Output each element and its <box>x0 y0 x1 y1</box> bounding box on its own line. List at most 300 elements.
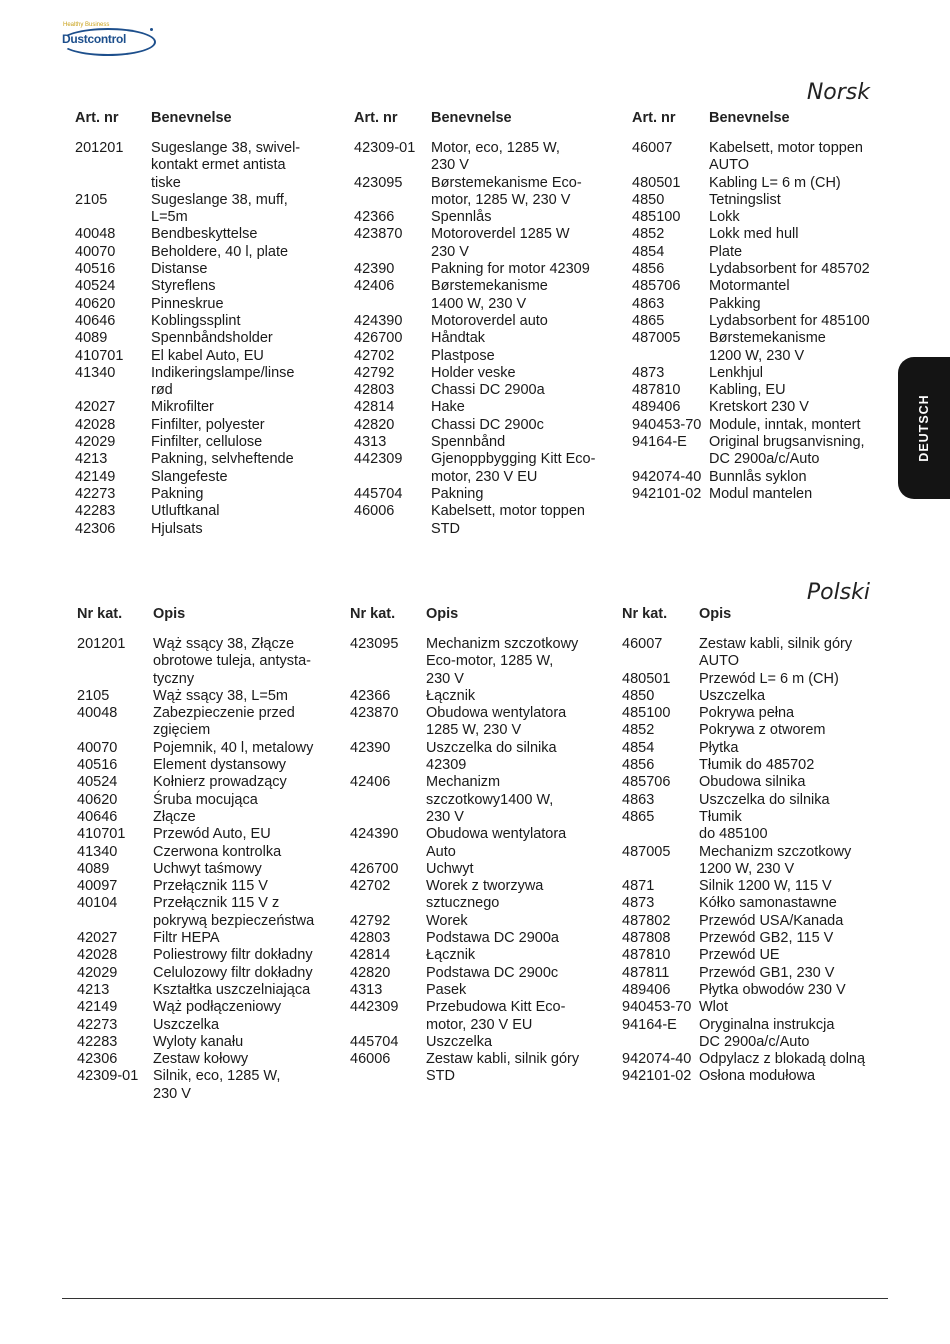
part-row <box>354 417 619 434</box>
part-row <box>632 365 897 382</box>
part-number: 42309-01 <box>77 1068 139 1085</box>
footer-divider <box>62 1298 888 1299</box>
column-header <box>632 110 897 140</box>
part-number: 487005 <box>622 843 671 860</box>
part-number: 42792 <box>350 912 391 929</box>
part-number-header: Art. nr <box>632 110 676 126</box>
part-number: 40048 <box>75 226 116 243</box>
part-number: 94164-E <box>632 434 687 451</box>
part-row <box>75 486 340 503</box>
part-row <box>75 417 340 434</box>
part-row <box>77 688 342 705</box>
part-row <box>622 913 887 930</box>
part-description: Podstawa DC 2900a <box>426 930 559 947</box>
part-row <box>354 330 619 347</box>
part-description: Zestaw kabli, silnik góry AUTO <box>699 636 853 670</box>
part-description: Zestaw kabli, silnik góry STD <box>426 1051 580 1085</box>
part-number-header: Nr kat. <box>622 606 668 622</box>
part-description: Finfilter, polyester <box>151 416 265 433</box>
part-description: Przewód Auto, EU <box>153 826 271 843</box>
part-number: 480501 <box>622 670 671 687</box>
part-description: Pakning, selvheftende <box>151 451 294 468</box>
part-number: 40646 <box>77 808 118 825</box>
part-description: Obudowa wentylatora 1285 W, 230 V <box>426 705 567 739</box>
part-number: 94164-E <box>622 1016 677 1033</box>
part-number: 42366 <box>350 687 391 704</box>
part-number: 423870 <box>350 705 399 722</box>
part-row <box>75 469 340 486</box>
part-description: Gjenoppbygging Kitt Eco- motor, 230 V EU <box>431 451 596 485</box>
part-row <box>632 226 897 243</box>
part-row <box>632 434 897 469</box>
part-description: Motor, eco, 1285 W, 230 V <box>431 140 560 174</box>
part-description: Slangefeste <box>151 468 228 485</box>
part-number: 2105 <box>75 191 108 208</box>
part-description: Beholdere, 40 l, plate <box>151 243 289 260</box>
part-description: Zestaw kołowy <box>153 1051 249 1068</box>
column-header <box>75 110 340 140</box>
part-number: 4863 <box>622 791 655 808</box>
part-number: 940453-70 <box>622 999 692 1016</box>
part-number: 40104 <box>77 895 118 912</box>
part-row <box>622 757 887 774</box>
part-number: 201201 <box>77 636 126 652</box>
part-description: Motoroverdel auto <box>431 312 548 329</box>
part-description: Hake <box>431 399 465 416</box>
part-row <box>622 671 887 688</box>
part-number: 40620 <box>77 791 118 808</box>
part-description: Łącznik <box>426 947 476 964</box>
part-description: Obudowa wentylatora Auto <box>426 826 567 860</box>
description-header: Benevnelse <box>709 110 790 126</box>
part-description: Lokk <box>709 209 740 226</box>
logo-name: Dustcontrol <box>62 32 127 46</box>
part-number: 4313 <box>350 981 383 998</box>
parts-column-2 <box>350 606 615 1086</box>
part-description: Przebudowa Kitt Eco- motor, 230 V EU <box>426 999 566 1033</box>
part-number: 4854 <box>632 243 665 260</box>
part-number: 42366 <box>354 209 395 226</box>
part-number: 426700 <box>350 860 399 877</box>
part-number: 4089 <box>75 330 108 347</box>
part-description: Oryginalna instrukcja DC 2900a/c/Auto <box>699 1016 835 1050</box>
part-description: Przewód UE <box>699 947 780 964</box>
part-number: 485706 <box>632 278 681 295</box>
part-row <box>77 982 342 999</box>
part-number: 42814 <box>354 399 395 416</box>
part-description: Kołnierz prowadzący <box>153 774 287 791</box>
part-row <box>632 175 897 192</box>
part-row <box>77 999 342 1016</box>
part-row <box>77 1017 342 1034</box>
part-row <box>632 330 897 365</box>
part-description: Celulozowy filtr dokładny <box>153 964 313 981</box>
part-row <box>77 947 342 964</box>
part-description: Lenkhjul <box>709 364 764 381</box>
part-row <box>75 434 340 451</box>
part-row <box>350 740 615 775</box>
part-description: Wąż ssący 38, Złącze obrotowe tuleja, antysta- tyczny <box>153 636 311 687</box>
part-description: Wąż podłączeniowy <box>153 999 282 1016</box>
part-row <box>632 261 897 278</box>
part-number: 940453-70 <box>632 416 702 433</box>
side-tab-label: DEUTSCH <box>917 394 931 462</box>
part-row <box>77 861 342 878</box>
part-row <box>622 809 887 844</box>
part-row <box>622 982 887 999</box>
part-number: 4854 <box>622 739 655 756</box>
part-description: Podstawa DC 2900c <box>426 964 559 981</box>
part-description: Element dystansowy <box>153 757 286 774</box>
part-description: Tłumik do 485702 <box>699 757 815 774</box>
part-number: 41340 <box>77 843 118 860</box>
part-number: 423095 <box>350 636 399 652</box>
part-row <box>354 278 619 313</box>
description-header: Benevnelse <box>431 110 512 126</box>
part-description: Przewód GB1, 230 V <box>699 964 835 981</box>
description-header: Opis <box>426 606 459 622</box>
part-row <box>77 740 342 757</box>
column-header <box>77 606 342 636</box>
part-number: 42820 <box>350 964 391 981</box>
part-number: 485100 <box>622 705 671 722</box>
column-header <box>622 606 887 636</box>
part-number: 42283 <box>75 503 116 520</box>
part-row <box>350 947 615 964</box>
part-number: 4850 <box>632 191 665 208</box>
part-row <box>354 313 619 330</box>
part-number: 487810 <box>632 382 681 399</box>
part-description: Zabezpieczenie przed zgięciem <box>153 705 295 739</box>
part-description: Pakning for motor 42309 <box>431 261 590 278</box>
part-number: 4873 <box>622 895 655 912</box>
part-number: 40516 <box>77 757 118 774</box>
part-description: Børstemekanisme 1200 W, 230 V <box>709 330 826 364</box>
part-description: Płytka <box>699 739 739 756</box>
part-description: Pasek <box>426 981 467 998</box>
part-number: 4213 <box>77 981 110 998</box>
part-row <box>354 140 619 175</box>
part-number: 942101-02 <box>632 485 702 502</box>
part-row <box>622 895 887 912</box>
part-number: 4089 <box>77 860 110 877</box>
part-row <box>350 774 615 826</box>
part-number: 42820 <box>354 416 395 433</box>
part-row <box>77 792 342 809</box>
part-number: 942101-02 <box>622 1068 692 1085</box>
part-row <box>75 192 340 227</box>
part-row <box>622 947 887 964</box>
part-row <box>622 636 887 671</box>
part-row <box>632 278 897 295</box>
part-row <box>632 209 897 226</box>
part-description: Silnik 1200 W, 115 V <box>699 878 832 895</box>
part-description: Module, inntak, montert <box>709 416 861 433</box>
part-number: 489406 <box>632 399 681 416</box>
part-description: Plastpose <box>431 347 495 364</box>
part-number: 42028 <box>77 947 118 964</box>
part-number: 426700 <box>354 330 403 347</box>
part-description: Koblingssplint <box>151 312 241 329</box>
part-row <box>354 175 619 210</box>
part-number: 942074-40 <box>622 1051 692 1068</box>
part-row <box>75 503 340 520</box>
part-row <box>77 774 342 791</box>
part-row <box>77 965 342 982</box>
part-number: 40070 <box>77 739 118 756</box>
part-number: 42149 <box>77 999 118 1016</box>
part-description: Złącze <box>153 808 196 825</box>
part-number: 487802 <box>622 912 671 929</box>
column-header <box>350 606 615 636</box>
part-number: 487005 <box>632 330 681 347</box>
part-row <box>77 1051 342 1068</box>
part-row <box>354 451 619 486</box>
part-row <box>622 1051 887 1068</box>
part-description: Tetningslist <box>709 191 781 208</box>
part-row <box>622 774 887 791</box>
part-description: Uszczelka <box>426 1033 493 1050</box>
part-number: 4850 <box>622 687 655 704</box>
part-description: Kabelsett, motor toppen AUTO <box>709 140 863 174</box>
part-row <box>75 278 340 295</box>
part-row <box>632 399 897 416</box>
part-number: 442309 <box>354 451 403 468</box>
part-number: 46007 <box>622 636 663 652</box>
part-number: 42029 <box>77 964 118 981</box>
part-number: 4313 <box>354 434 387 451</box>
part-row <box>622 930 887 947</box>
part-number: 42306 <box>75 520 116 537</box>
part-row <box>632 244 897 261</box>
part-description: Mechanizm szczotkowy1400 W, 230 V <box>426 774 554 825</box>
part-row <box>75 261 340 278</box>
part-row <box>354 226 619 261</box>
part-description: Czerwona kontrolka <box>153 843 282 860</box>
part-number: 42028 <box>75 416 116 433</box>
part-number: 42803 <box>354 382 395 399</box>
part-row <box>75 365 340 400</box>
part-number: 480501 <box>632 174 681 191</box>
part-row <box>632 382 897 399</box>
part-number: 42027 <box>75 399 116 416</box>
part-number: 423870 <box>354 226 403 243</box>
part-number: 42390 <box>354 261 395 278</box>
part-description: Chassi DC 2900c <box>431 416 544 433</box>
part-number: 423095 <box>354 174 403 191</box>
part-number: 42149 <box>75 468 116 485</box>
part-row <box>632 486 897 503</box>
part-number: 40070 <box>75 243 116 260</box>
part-number: 42309-01 <box>354 140 416 156</box>
part-description: Przewód GB2, 115 V <box>699 930 834 947</box>
part-description: Kształtka uszczelniająca <box>153 981 311 998</box>
part-number: 40097 <box>77 878 118 895</box>
part-description: Mechanizm szczotkowy 1200 W, 230 V <box>699 843 852 877</box>
part-description: Original brugsanvisning, DC 2900a/c/Auto <box>709 434 865 468</box>
part-row <box>632 192 897 209</box>
parts-column-3 <box>622 606 887 1086</box>
part-description: Kabelsett, motor toppen STD <box>431 503 585 537</box>
part-number: 4852 <box>632 226 665 243</box>
part-row <box>622 1017 887 1052</box>
part-description: Sugeslange 38, swivel- kontakt ermet antista tiske <box>151 140 301 191</box>
part-row <box>354 503 619 538</box>
part-description: Pakning <box>431 485 484 502</box>
part-row <box>75 140 340 192</box>
part-description: Pakking <box>709 295 761 312</box>
part-description: Børstemekanisme Eco- motor, 1285 W, 230 V <box>431 174 582 208</box>
part-row <box>354 486 619 503</box>
part-description: Lydabsorbent for 485702 <box>709 261 870 278</box>
part-row <box>622 705 887 722</box>
description-header: Opis <box>699 606 732 622</box>
part-row <box>350 999 615 1034</box>
part-number: 4856 <box>622 757 655 774</box>
section-title-norsk: Norsk <box>806 80 870 105</box>
part-number: 487811 <box>622 964 670 981</box>
part-number: 46006 <box>354 503 395 520</box>
part-number: 40048 <box>77 705 118 722</box>
part-row <box>350 878 615 913</box>
parts-column-1 <box>75 110 340 538</box>
logo-tagline: Healthy Business <box>63 22 110 28</box>
part-row <box>77 878 342 895</box>
part-row <box>77 895 342 930</box>
part-number: 40524 <box>77 774 118 791</box>
part-description: Pokrywa pełna <box>699 705 795 722</box>
section-title-polski: Polski <box>806 580 870 605</box>
part-description: Worek z tworzywa sztucznego <box>426 878 544 912</box>
part-number: 40646 <box>75 312 116 329</box>
dustcontrol-logo <box>60 18 160 58</box>
part-number: 42029 <box>75 434 116 451</box>
part-number: 40620 <box>75 295 116 312</box>
column-header <box>354 110 619 140</box>
part-description: Uszczelka <box>153 1016 220 1033</box>
part-number-header: Nr kat. <box>77 606 123 622</box>
part-row <box>77 705 342 740</box>
part-description: Uszczelka do silnika <box>699 791 830 808</box>
part-row <box>350 688 615 705</box>
part-number: 42702 <box>354 347 395 364</box>
part-description: Børstemekanisme 1400 W, 230 V <box>431 278 548 312</box>
part-description: Wyloty kanału <box>153 1033 244 1050</box>
part-description: Odpylacz z blokadą dolną <box>699 1051 866 1068</box>
part-row <box>622 722 887 739</box>
part-row <box>350 636 615 688</box>
part-description: Hjulsats <box>151 520 203 537</box>
part-description: Płytka obwodów 230 V <box>699 981 846 998</box>
part-number: 42273 <box>75 485 116 502</box>
part-description: Indikeringslampe/linse rød <box>151 364 295 399</box>
parts-column-2 <box>354 110 619 538</box>
part-number: 42814 <box>350 947 391 964</box>
part-row <box>622 878 887 895</box>
description-header: Opis <box>153 606 186 622</box>
part-description: Chassi DC 2900a <box>431 382 545 399</box>
part-description: Kółko samonastawne <box>699 895 837 912</box>
part-row <box>350 913 615 930</box>
part-description: Łącznik <box>426 687 476 704</box>
part-number: 442309 <box>350 999 399 1016</box>
part-description: Styreflens <box>151 278 216 295</box>
part-row <box>350 982 615 999</box>
part-number: 410701 <box>77 826 126 843</box>
part-number: 42406 <box>350 774 391 791</box>
part-number-header: Art. nr <box>354 110 398 126</box>
part-description: Motormantel <box>709 278 790 295</box>
part-number: 46007 <box>632 140 673 156</box>
part-description: Kabling, EU <box>709 382 786 399</box>
part-description: Worek <box>426 912 468 929</box>
part-description: Poliestrowy filtr dokładny <box>153 947 313 964</box>
part-row <box>632 469 897 486</box>
part-number: 4852 <box>622 722 655 739</box>
part-description: Spennbånd <box>431 434 506 451</box>
part-number: 4863 <box>632 295 665 312</box>
part-description: El kabel Auto, EU <box>151 347 264 364</box>
part-number: 42273 <box>77 1016 118 1033</box>
part-description: Holder veske <box>431 364 516 381</box>
part-number: 201201 <box>75 140 124 156</box>
part-row <box>632 313 897 330</box>
part-row <box>350 1051 615 1086</box>
part-row <box>75 521 340 538</box>
part-row <box>632 296 897 313</box>
part-row <box>77 930 342 947</box>
part-description: Obudowa silnika <box>699 774 806 791</box>
part-description: Mikrofilter <box>151 399 214 416</box>
part-number: 487810 <box>622 947 671 964</box>
part-description: Uszczelka do silnika 42309 <box>426 739 557 774</box>
parts-column-1 <box>77 606 342 1103</box>
part-row <box>350 705 615 740</box>
part-number: 42306 <box>77 1051 118 1068</box>
part-number: 2105 <box>77 687 110 704</box>
part-row <box>354 209 619 226</box>
part-row <box>354 382 619 399</box>
part-number: 445704 <box>350 1033 399 1050</box>
part-description: Przewód USA/Kanada <box>699 912 844 929</box>
part-row <box>77 844 342 861</box>
part-number-header: Art. nr <box>75 110 119 126</box>
part-number: 46006 <box>350 1051 391 1068</box>
part-number: 42390 <box>350 739 391 756</box>
logo-dot <box>150 28 153 31</box>
part-description: Kretskort 230 V <box>709 399 809 416</box>
part-number: 424390 <box>354 312 403 329</box>
part-description: Uchwyt <box>426 860 474 877</box>
part-description: Sugeslange 38, muff, L=5m <box>151 191 288 226</box>
part-row <box>350 861 615 878</box>
part-row <box>622 740 887 757</box>
part-number: 485706 <box>622 774 671 791</box>
part-description: Pakning <box>151 485 204 502</box>
part-description: Plate <box>709 243 743 260</box>
description-header: Benevnelse <box>151 110 232 126</box>
part-description: Mechanizm szczotkowy Eco-motor, 1285 W, 230 V <box>426 636 579 687</box>
part-row <box>354 399 619 416</box>
part-number: 410701 <box>75 347 124 364</box>
part-number: 41340 <box>75 364 116 381</box>
parts-column-3 <box>632 110 897 503</box>
part-description: Pinneskrue <box>151 295 224 312</box>
part-number: 42027 <box>77 930 118 947</box>
part-description: Tłumik do 485100 <box>699 808 768 843</box>
part-number: 4871 <box>622 878 655 895</box>
part-row <box>350 1034 615 1051</box>
